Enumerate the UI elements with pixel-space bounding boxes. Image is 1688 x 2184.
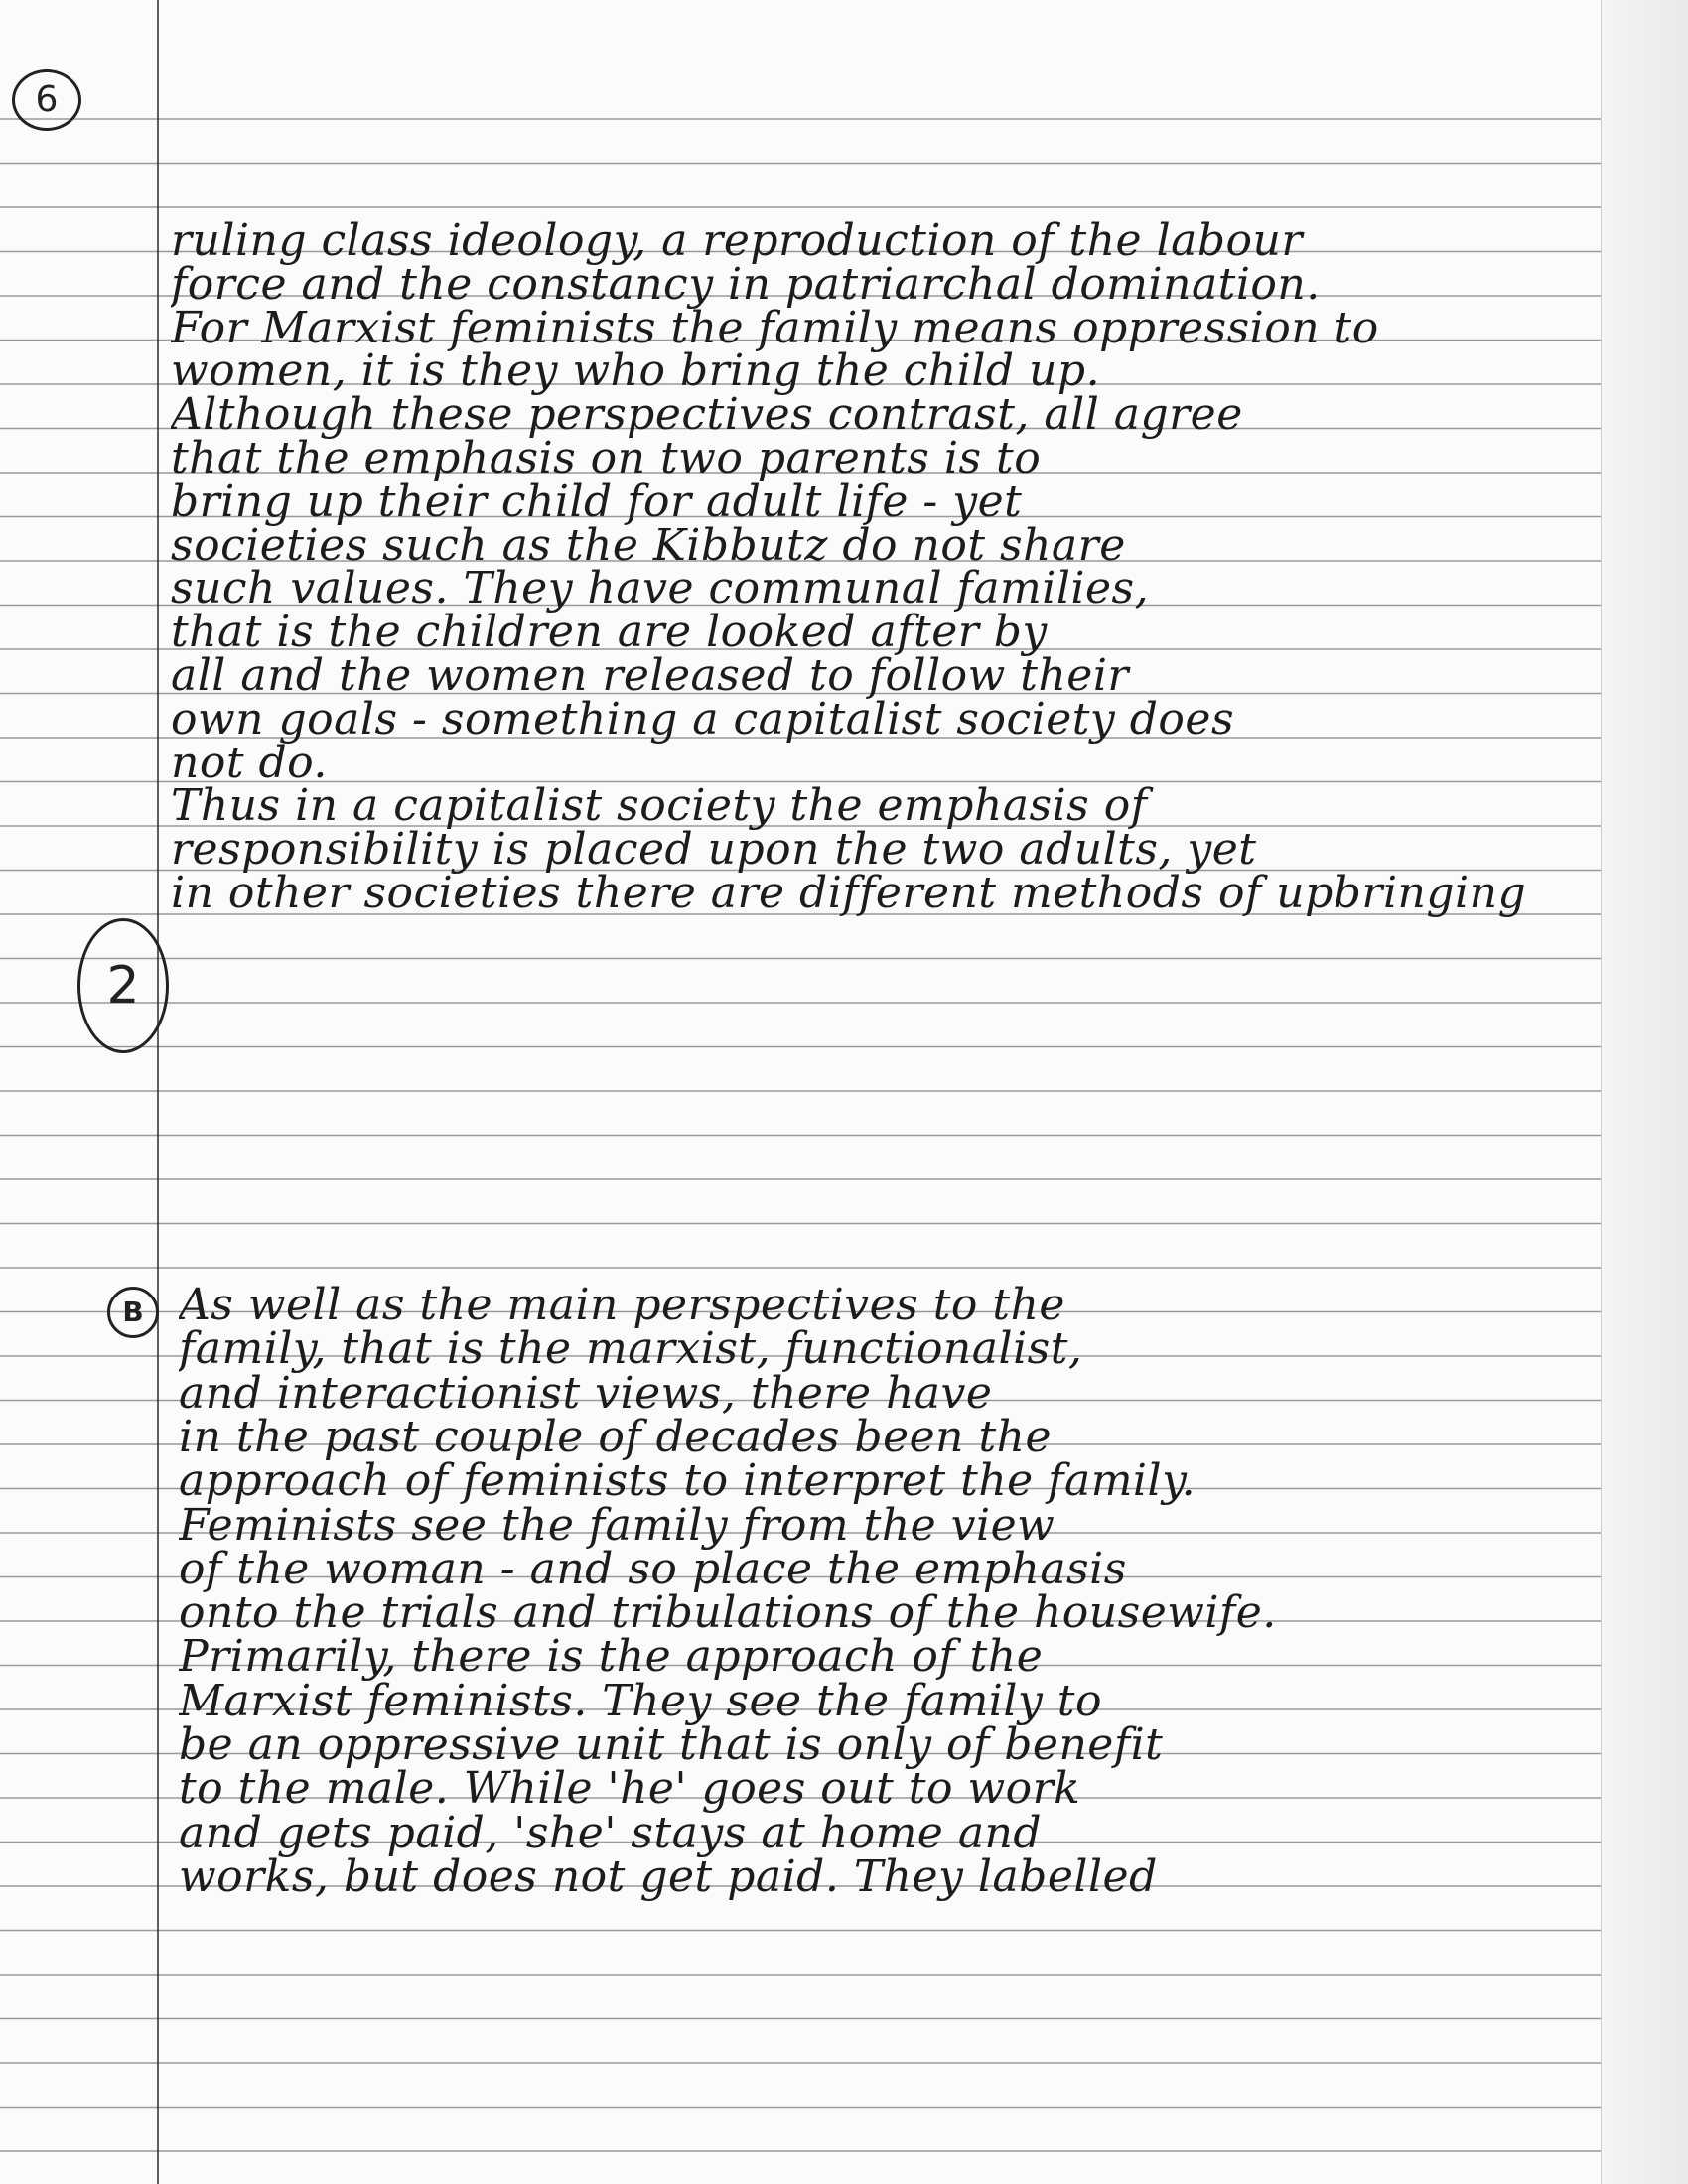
handwritten-line: works, but does not get paid. They labelled: [179, 1851, 1158, 1902]
handwritten-line: and interactionist views, there have: [179, 1368, 993, 1419]
handwritten-line: societies such as the Kibbutz do not share: [171, 520, 1126, 571]
margin-line: [157, 0, 159, 2184]
handwritten-line: For Marxist feminists the family means oppression to: [171, 303, 1379, 353]
handwritten-line: approach of feminists to interpret the family.: [179, 1456, 1196, 1507]
handwritten-line: all and the women released to follow their: [171, 651, 1129, 701]
handwritten-line: of the woman - and so place the emphasis: [179, 1544, 1127, 1594]
handwritten-line: force and the constancy in patriarchal domination.: [171, 259, 1321, 310]
handwritten-line: not do.: [171, 738, 328, 788]
handwritten-line: onto the trials and tribulations of the housewife.: [179, 1588, 1277, 1639]
handwritten-line: to the male. While 'he' goes out to work: [179, 1764, 1081, 1815]
handwritten-line: such values. They have communal families,: [171, 564, 1150, 614]
handwritten-line: bring up their child for adult life - yet: [171, 477, 1023, 527]
handwritten-line: ruling class ideology, a reproduction of the labour: [171, 216, 1303, 266]
handwritten-line: in other societies there are different methods of upbringing: [171, 869, 1527, 918]
page-number: 6: [12, 69, 81, 131]
handwritten-line: that is the children are looked after by: [171, 608, 1048, 658]
question-label: B: [107, 1287, 159, 1338]
page-edge: [1601, 0, 1688, 2184]
handwritten-line: responsibility is placed upon the two adults, yet: [171, 825, 1257, 876]
handwritten-line: in the past couple of decades been the: [179, 1412, 1053, 1462]
handwritten-line: Marxist feminists. They see the family to: [179, 1676, 1102, 1726]
handwritten-line: women, it is they who bring the child up.: [171, 346, 1101, 397]
handwritten-line: family, that is the marxist, functionalist,: [179, 1324, 1083, 1375]
handwritten-line: own goals - something a capitalist society does: [171, 694, 1235, 745]
handwritten-line: be an oppressive unit that is only of benefit: [179, 1720, 1164, 1770]
handwritten-line: Although these perspectives contrast, all agree: [171, 390, 1243, 441]
handwritten-line: As well as the main perspectives to the: [179, 1281, 1065, 1330]
handwritten-line: Thus in a capitalist society the emphasis of: [171, 781, 1148, 832]
handwritten-line: and gets paid, 'she' stays at home and: [179, 1808, 1043, 1858]
handwritten-line: that the emphasis on two parents is to: [171, 434, 1042, 483]
handwritten-line: Feminists see the family from the view: [179, 1500, 1055, 1551]
margin-mark: 2: [77, 918, 169, 1053]
handwritten-line: Primarily, there is the approach of the: [179, 1632, 1044, 1683]
